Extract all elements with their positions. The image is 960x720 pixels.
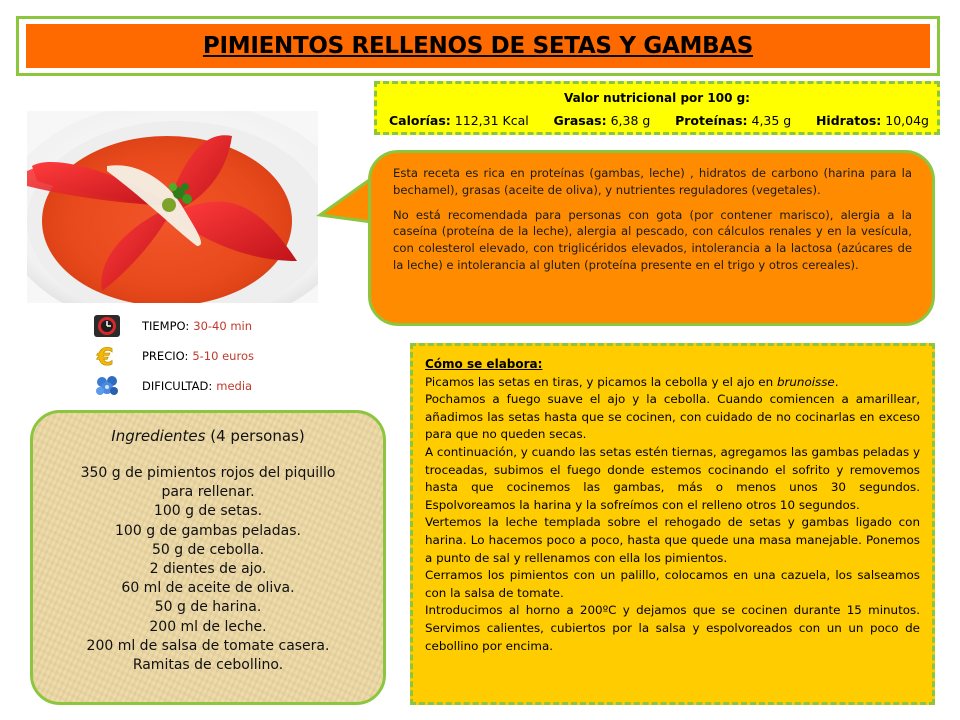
ingredient-item: Ramitas de cebollino. bbox=[132, 657, 284, 674]
nutrition-calories: Calorías: 112,31 Kcal bbox=[389, 113, 529, 128]
ingredient-item: 350 g de pimientos rojos del piquillo bbox=[80, 465, 336, 481]
preparation-step: A continuación, y cuando las setas estén tiernas, agregamos las gambas peladas y troceadas, subimos el fuego donde estemos cocinando el sofrito y removemos hasta que cocinemos las gambas, más o menos unos 30 segundos. Espolvoreamos la harina y la sofreímos con el relleno otros 10 segundos. bbox=[425, 444, 920, 512]
time-row bbox=[90, 312, 252, 340]
description-paragraph: No está recomendada para personas con gota (por contener marisco), alergia a la caseína (proteína de la leche), alergia al pescado, con cálculos renales y en la vesícula, con colesterol elevado, con triglicéridos elevados, intolerancia a la lactosa (azúcares de la leche) e intolerancia al gluten (proteína presente en el trigo y otros cereales). bbox=[393, 207, 912, 272]
svg-text:€: € bbox=[97, 343, 114, 369]
preparation-step: Pochamos a fuego suave el ajo y la cebolla. Cuando comiencen a amarillear, añadimos las setas hasta que se cocinen, con cuidado de no cocinarlas en exceso para que no queden secas. bbox=[425, 392, 920, 442]
nutrition-proteins: Proteínas: 4,35 g bbox=[675, 113, 792, 128]
ingredient-item: 100 g de gambas peladas. bbox=[115, 522, 301, 539]
speech-bubble-tail bbox=[316, 170, 376, 240]
euro-icon bbox=[90, 342, 124, 370]
nutrition-values bbox=[389, 113, 929, 128]
price-label: PRECIO: bbox=[142, 349, 189, 363]
preparation-step: Vertemos la leche templada sobre el rehogado de setas y gambas ligado con harina. Lo hacemos poco a poco, hasta que quede una masa manejable. Ponemos a punto de sal y rellenamos con ella los pimientos. bbox=[425, 515, 920, 565]
ingredient-item: 200 ml de salsa de tomate casera. bbox=[86, 637, 330, 654]
page-title: PIMIENTOS RELLENOS DE SETAS Y GAMBAS bbox=[202, 33, 754, 59]
ingredient-item: 60 ml de aceite de oliva. bbox=[121, 580, 295, 597]
ingredient-item: 50 g de harina. bbox=[154, 599, 262, 616]
nutrition-carbs: Hidratos: 10,04g bbox=[815, 113, 929, 128]
difficulty-value: media bbox=[216, 379, 253, 393]
ingredient-item: para rellenar. bbox=[161, 484, 255, 501]
difficulty-row bbox=[90, 372, 252, 400]
price-value: 5-10 euros bbox=[192, 349, 254, 363]
preparation-step: Cerramos los pimientos con un palillo, colocamos en una cazuela, los salseamos con la salsa de tomate. bbox=[425, 568, 920, 600]
preparation-box bbox=[410, 343, 935, 705]
ingredient-item: 200 ml de leche. bbox=[149, 618, 267, 635]
title-banner bbox=[26, 24, 930, 68]
ingredients-box bbox=[30, 410, 386, 705]
stopwatch-icon bbox=[90, 312, 124, 340]
ingredient-item: 100 g de setas. bbox=[153, 503, 263, 520]
ingredient-item: 50 g de cebolla. bbox=[151, 541, 265, 558]
ingredients-list bbox=[33, 464, 383, 675]
preparation-step: Picamos las setas en tiras, y picamos la cebolla y el ajo en brunoisse. bbox=[425, 374, 839, 389]
blue-flower-icon bbox=[90, 372, 124, 400]
time-label: TIEMPO: bbox=[142, 319, 190, 333]
ingredients-title: Ingredientes (4 personas) bbox=[111, 427, 305, 445]
dish-photo bbox=[27, 111, 318, 303]
ingredient-item: 2 dientes de ajo. bbox=[149, 561, 267, 578]
price-row bbox=[90, 342, 254, 370]
nutrition-heading: Valor nutricional por 100 g: bbox=[564, 91, 750, 105]
difficulty-label: DIFICULTAD: bbox=[142, 379, 213, 393]
nutrition-fats: Grasas: 6,38 g bbox=[553, 113, 651, 128]
nutrition-description-bubble bbox=[368, 150, 935, 326]
preparation-heading: Cómo se elabora: bbox=[425, 357, 543, 371]
nutrition-box bbox=[374, 81, 940, 135]
title-box bbox=[16, 16, 940, 76]
description-paragraph: Esta receta es rica en proteínas (gambas, leche) , hidratos de carbono (harina para la bechamel), grasas (aceite de oliva), y nutrientes reguladores (vegetales). bbox=[393, 166, 912, 197]
preparation-step: Introducimos al horno a 200ºC y dejamos que se cocinen durante 15 minutos. Servimos calientes, cubiertos por la salsa y espolvoreados con un un poco de cebollino por encima. bbox=[425, 603, 920, 653]
time-value: 30-40 min bbox=[193, 319, 253, 333]
